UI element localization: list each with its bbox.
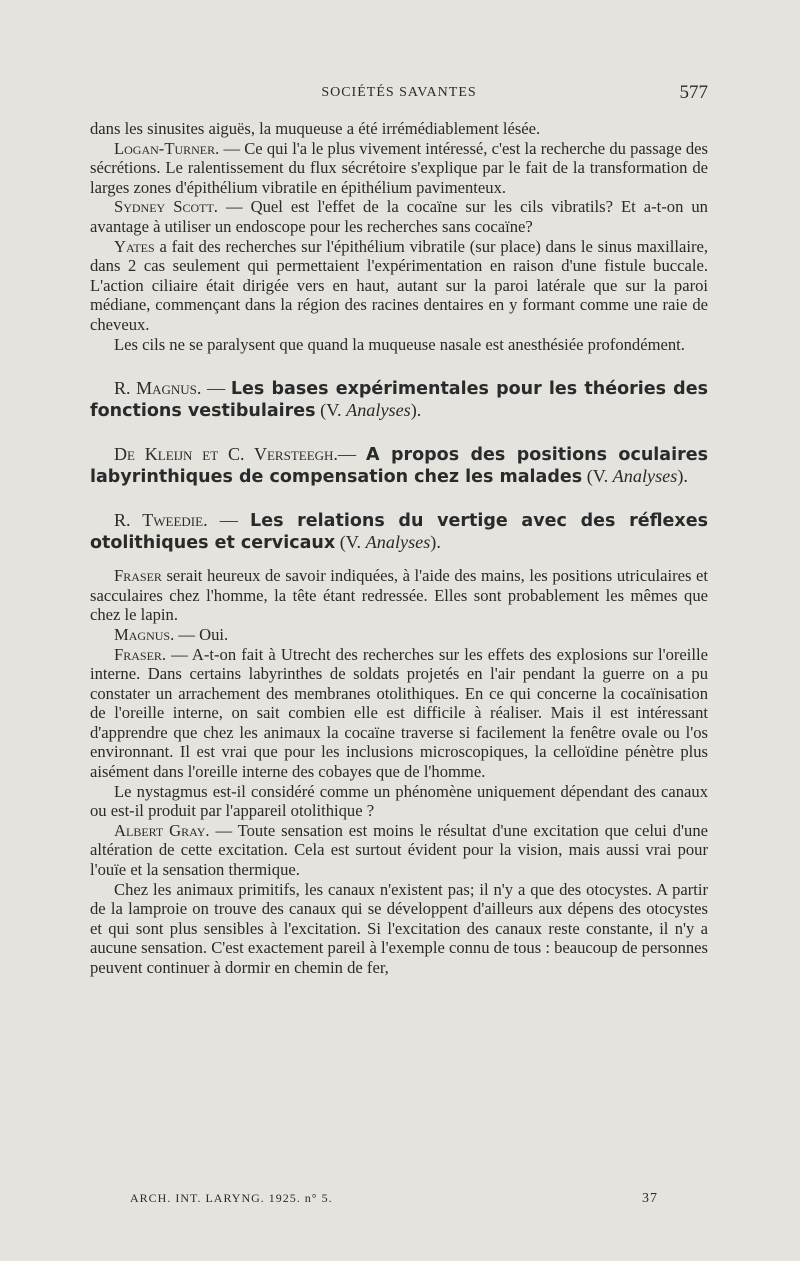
paragraph (90, 119, 708, 139)
entry-title: Les relations du vertige avec des réflexes otolithiques et cervicaux (90, 511, 708, 554)
body-text (90, 119, 708, 978)
paragraph-text: — Toute sensation est moins le résultat d'une excitation que celui d'une altération de cette excitation. Cela est surtout évident pour la vision, mais aussi vrai pour l'ouïe et la sensation thermique. (90, 820, 708, 880)
speaker-name: Sydney Scott. (114, 197, 218, 217)
entry-dash: — (337, 444, 366, 465)
entry-ref-open: (V. (582, 466, 613, 487)
paragraph (90, 197, 708, 236)
entry-ref-open: (V. (315, 400, 347, 421)
entry-dash: — (201, 378, 231, 399)
entry-title: Les bases expérimentales pour les théories des fonctions vestibulaires (90, 379, 708, 422)
paragraph (90, 821, 708, 880)
entry-ref-close: ). (410, 400, 422, 421)
spacer (90, 354, 708, 378)
entry-title: A propos des positions oculaires labyrinthiques de compensation chez les malades (90, 445, 708, 488)
entry-dash: — (207, 510, 251, 531)
paragraph-text: — Quel est l'effet de la cocaïne sur les cils vibratils? Et a-t-on un avantage à utiliser un endoscope pour les recherches sans cocaïne? (90, 197, 708, 236)
speaker-name: Yates (114, 236, 155, 256)
entry-reference: Analyses (346, 400, 411, 421)
page-footer (130, 1191, 658, 1209)
bibliography-entry (90, 444, 708, 488)
entry-author: R. Magnus. (114, 378, 202, 399)
paragraph (90, 645, 708, 782)
entry-ref-close: ). (430, 532, 441, 553)
speaker-name: Fraser (114, 566, 162, 586)
speaker-name: Logan-Turner. (114, 138, 220, 158)
speaker-name: Albert Gray. (114, 820, 210, 840)
paragraph-text: — Oui. (174, 624, 229, 644)
entry-reference: Analyses (612, 466, 678, 487)
paragraph (90, 880, 708, 978)
paragraph-text: — A-t-on fait à Utrecht des recherches sur les effets des explosions sur l'oreille interne. Dans certains labyrinthes de soldats projetés en l'air pendant la guerre on a pu constater un arrachement des membranes otolithiques. En ce qui concerne la cocaïnisation de l'oreille interne, on sait combien elle est difficile à réaliser. Mais il est intéressant d'apprendre que chez les animaux la cocaïne traverse si facilement la fenêtre ovale ou l'os environnant. Il est vrai que pour les inclusions microscopiques, la celloïdine pénètre plus aisément dans l'oreille interne des cobayes que de l'homme. (90, 644, 708, 782)
journal-citation: ARCH. INT. LARYNG. 1925. n° 5. (130, 1191, 333, 1205)
paragraph-text: Le nystagmus est-il considéré comme un phénomène uniquement dépendant des canaux ou est-il produit par l'appareil otolithique ? (90, 781, 708, 821)
paragraph-text: serait heureux de savoir indiquées, à l'aide des mains, les positions utriculaires et sacculaires chez l'homme, la tête étant redressée. Elles sont probablement les mêmes que chez le lapin. (90, 566, 708, 625)
running-title: SOCIÉTÉS SAVANTES (321, 85, 477, 100)
spacer (90, 554, 708, 566)
spacer (90, 422, 708, 444)
paragraph (90, 237, 708, 335)
entry-reference: Analyses (365, 532, 431, 553)
running-head (90, 82, 708, 104)
spacer (90, 488, 708, 510)
paragraph (90, 139, 708, 198)
paragraph (90, 566, 708, 625)
paragraph-text: Les cils ne se paralysent que quand la muqueuse nasale est anesthésiée profondément. (114, 334, 685, 354)
bibliography-entry (90, 378, 708, 422)
paragraph (90, 782, 708, 821)
paragraph-text: — Ce qui l'a le plus vivement intéressé, c'est la recherche du passage des sécrétions. Le ralentissement du flux sécrétoire s'explique par le fait de la transformation de larges zones d'épithélium vibratile en épithélium pavimenteux. (90, 138, 708, 197)
paragraph-text: Chez les animaux primitifs, les canaux n'existent pas; il n'y a que des otocystes. A partir de la lamproie on trouve des canaux qui se développent d'ailleurs aux dépens des otocystes et qui sont plus sensibles à l'excitation. Si l'excitation des canaux reste constante, il n'y a aucune sensation. C'est exactement pareil à l'exemple connu de tous : beaucoup de personnes peuvent continuer à dormir en chemin de fer, (90, 879, 708, 977)
paragraph-text: dans les sinusites aiguës, la muqueuse a été irrémédiablement lésée. (90, 119, 541, 138)
paragraph-text: a fait des recherches sur l'épithélium vibratile (sur place) dans le sinus maxillaire, dans 2 cas seulement qui permettaient l'expérimentation en raison d'une fistule buccale. L'action ciliaire était dirigée vers en haut, autant sur la paroi latérale que sur la paroi médiane, commençant dans la région des racines dentaires en y formant comme une raie de cheveux. (90, 236, 708, 334)
paragraph (90, 335, 708, 355)
entry-ref-close: ). (677, 466, 688, 487)
speaker-name: Magnus. (114, 624, 175, 644)
speaker-name: Fraser. (114, 644, 167, 664)
entry-ref-open: (V. (335, 532, 366, 553)
entry-author: De Kleijn et C. Versteegh. (114, 444, 338, 465)
bibliography-entry (90, 510, 708, 554)
signature-mark: 37 (642, 1191, 658, 1206)
paragraph (90, 625, 708, 645)
entry-author: R. Tweedie. (114, 510, 208, 531)
page-number: 577 (679, 82, 708, 103)
